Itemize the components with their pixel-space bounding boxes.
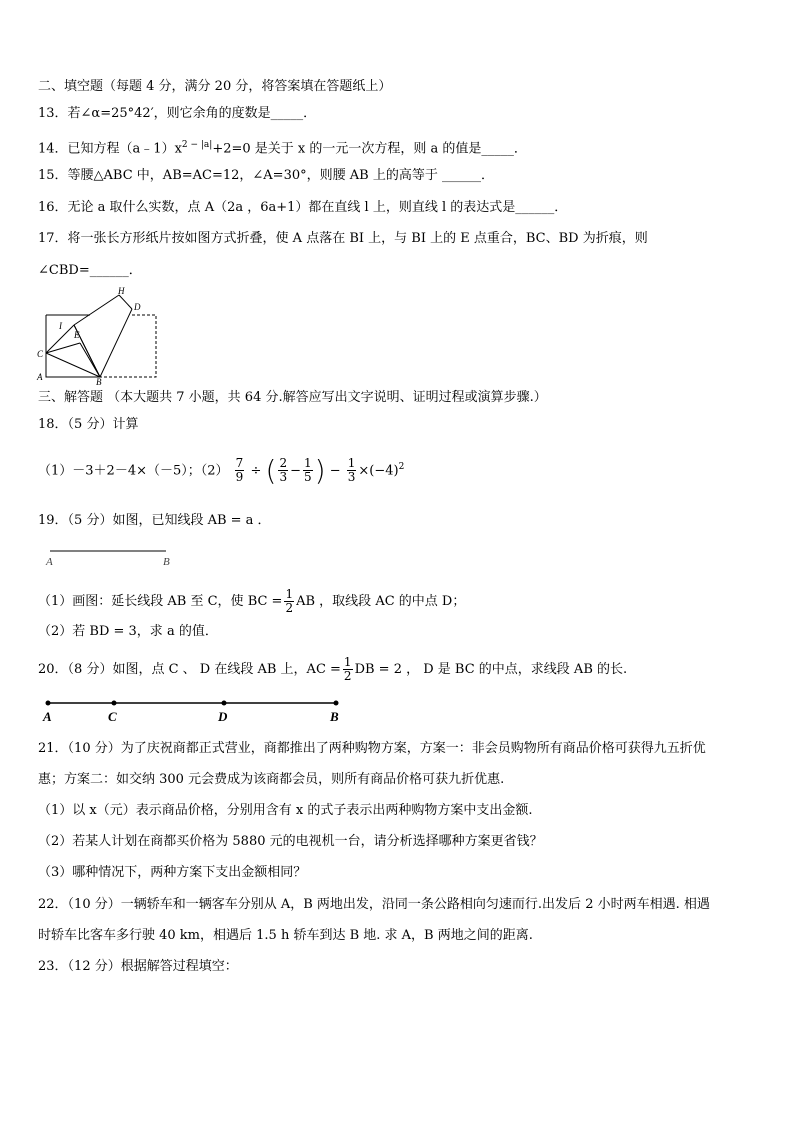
fraction-1-5: $\frac{1}{5}$	[303, 456, 312, 485]
question-18-title: 18．（5 分）计算	[38, 417, 139, 432]
segment-ab-figure	[42, 543, 182, 571]
question-19-part-2: （2）若 BD = 3，求 a 的值．	[38, 624, 218, 639]
fig17-label-E: E	[74, 330, 80, 340]
question-21-line-2: 惠；方案二：如交纳 300 元会费成为该商都会员，则所有商品价格可获九折优惠.	[38, 772, 505, 787]
fig17-label-B: B	[96, 377, 102, 385]
fig20-label-C: C	[108, 709, 117, 724]
fraction-7-9: $\frac{7}{9}$	[235, 456, 244, 485]
question-18-expression: （1）－3＋2－4×（－5）；（2） $\frac{7}{9}$ ÷ ( $\frac{2}{3}$ − $\frac{1}{5}$ ) − $\frac{1}{3}$ $\times(-4)^2$	[38, 453, 405, 487]
fraction-1-3: $\frac{1}{3}$	[347, 456, 356, 485]
question-22-line-1: 22．（10 分）一辆轿车和一辆客车分别从 A，B 两地出发，沿同一条公路相向匀速而行.出发后 2 小时两车相遇. 相遇	[38, 897, 710, 912]
fig19-label-A: A	[46, 556, 53, 568]
segment-acdb-figure	[38, 695, 358, 729]
fig17-label-C: C	[37, 349, 44, 359]
question-21-part-2: （2）若某人计划在商都买价格为 5880 元的电视机一台，请分析选择哪种方案更省钱？	[38, 834, 543, 849]
fraction-1-2-q20: $\frac{1}{2}$	[343, 655, 352, 683]
fraction-2-3: $\frac{2}{3}$	[279, 456, 288, 485]
fig20-label-B: B	[330, 709, 339, 724]
question-17-line-1: 17．将一张长方形纸片按如图方式折叠，使 A 点落在 BI 上，与 BI 上的 E 点重合，BC、BD 为折痕，则	[38, 231, 648, 246]
question-14	[38, 137, 527, 157]
fig19-label-B: B	[163, 556, 170, 568]
divide-sign: ÷	[250, 463, 262, 479]
question-22-line-2: 时轿车比客车多行驶 40 km，相遇后 1.5 h 轿车到达 B 地. 求 A，B 两地之间的距离.	[38, 928, 533, 943]
question-13: 13．若∠α=25°42′，则它余角的度数是_____．	[38, 106, 317, 121]
q14-post: +2=0 是关于 x 的一元一次方程，则 a 的值是_____．	[212, 141, 527, 157]
question-16: 16．无论 a 取什么实数，点 A（2a ，6a+1）都在直线 l 上，则直线 l 的表达式是______．	[38, 200, 568, 215]
fig17-label-D: D	[134, 302, 141, 312]
fig17-label-H: H	[118, 286, 125, 296]
folding-figure	[34, 285, 164, 385]
question-21-line-1: 21．（10 分）为了庆祝商都正式营业，商都推出了两种购物方案，方案一：非会员购物所有商品价格可获得九五折优	[38, 741, 706, 756]
q14-pre: 14．已知方程（a﹣1）x	[38, 141, 182, 157]
question-17-line-2: ∠CBD=______．	[38, 263, 142, 278]
question-19-part-1: （1）画图：延长线段 AB 至 C，使 BC = $\frac{1}{2}$ AB ，取线段 AC 的中点 D；	[38, 587, 466, 615]
q14-exponent: 2 − |a|	[181, 140, 213, 150]
fig17-label-A: A	[37, 372, 43, 382]
fraction-1-2: $\frac{1}{2}$	[285, 587, 294, 615]
fig17-label-I: I	[59, 321, 62, 331]
question-21-part-3: （3）哪种情况下，两种方案下支出金额相同？	[38, 865, 307, 880]
q18-tail: ×(−4)	[358, 463, 399, 479]
section-3-header: 三、解答题 （本大题共 7 小题，共 64 分.解答应写出文字说明、证明过程或演算步骤.）	[38, 390, 547, 405]
question-20: 20．（8 分）如图，点 C 、 D 在线段 AB 上，AC = $\frac{1}{2}$ DB = 2 ， D 是 BC 的中点，求线段 AB 的长.	[38, 655, 628, 683]
fig20-label-D: D	[218, 709, 228, 724]
question-21-part-1: （1）以 x（元）表示商品价格，分别用含有 x 的式子表示出两种购物方案中支出金额.	[38, 803, 533, 818]
q18-part1: （1）－3＋2－4×（－5）；（2）	[38, 463, 229, 479]
question-15: 15．等腰△ABC 中，AB=AC=12，∠A=30°，则腰 AB 上的高等于 ______．	[38, 168, 494, 183]
section-2-header: 二、填空题（每题 4 分，满分 20 分，将答案填在答题纸上）	[38, 79, 392, 94]
question-19-title: 19．（5 分）如图，已知线段 AB = a ．	[38, 513, 271, 528]
question-23: 23．（12 分）根据解答过程填空：	[38, 959, 238, 974]
fig20-label-A: A	[43, 709, 52, 724]
